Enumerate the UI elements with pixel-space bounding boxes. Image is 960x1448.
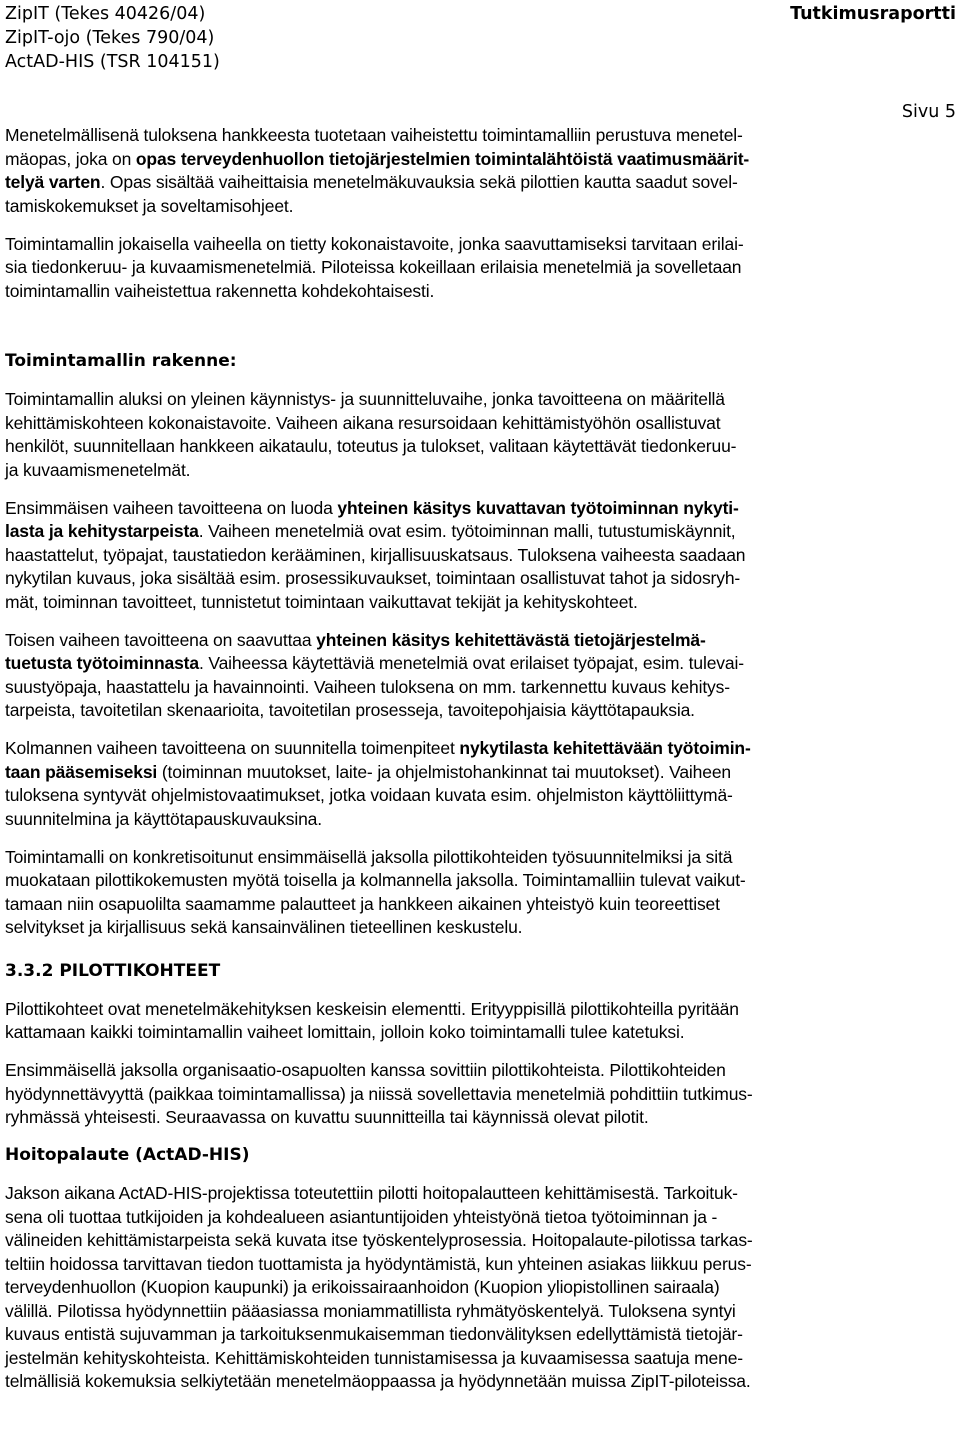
emphasis-phase-three: nykytilasta kehitettävään työtoimin- taan pääsemiseksi xyxy=(5,738,751,782)
paragraph-phase-two: Toisen vaiheen tavoitteena on saavuttaa yhteinen käsitys kehitettävästä tietojärjestelmä- tuetusta työtoiminnasta. Vaiheessa käytettäviä menetelmiä ovat erilaiset työpajat, esim. tulevai- suustyöpaja, haastattelu ja havainnointi. Vaiheen tuloksena on mm. tarkennettu kuvaus kehitys- tarpeista, tavoitetilan skenaarioita, tavoitetilan prosesseja, tavoitepohjaisia käyttötapauksia. xyxy=(5,629,744,720)
paragraph-hoitopalaute: Jakson aikana ActAD-HIS-projektissa toteutettiin pilotti hoitopalautteen kehittämisestä. Tarkoituk- sena oli tuottaa tutkijoiden ja kohdealueen asiantuntijoiden yhteistyönä tietoa työtoiminnan ja - välineiden kehittämistarpeista sekä kuvata itse työskentelyprosessia. Hoitopalaute-pilotissa tarkas- teltiin hoidossa tarvittavan tiedon tuottamista ja hyödyntämistä, kun yhteinen asiakas liikkuu perus- terveydenhuollon (Kuopion kaupunki) ja erikoissairaanhoidon (Kuopion yliopistollinen sairaala) välillä. Pilotissa hyödynnettiin pääasiassa moniammatillista ryhmätyöskentelyä. Tuloksena syntyi kuvaus entistä sujuvamman ja tarkoituksenmukaisemman tiedonvälityksen edellyttämistä tietojär- jestelmän kehityskohteista. Kehittämiskohteiden tunnistamisessa ja kuvaamisessa saatuja mene- telmällisiä kokemuksia selkiytetään menetelmäoppaassa ja hyödynnetään muissa ZipIT-piloteissa. xyxy=(5,1183,753,1391)
paragraph-phase-one: Ensimmäisen vaiheen tavoitteena on luoda yhteinen käsitys kuvattavan työtoiminnan nykyti- lasta ja kehitystarpeista. Vaiheen menetelmiä ovat esim. työtoiminnan malli, tutustumiskäynnit, haastattelut, työpajat, taustatiedon kerääminen, kirjallisuuskatsaus. Tuloksena vaiheesta saadaan nykytilan kuvaus, joka sisältää esim. prosessikuvaukset, toimintaan osallistuvat tahot ja sidosryh- mät, toiminnan tavoitteet, tunnistetut toimintaan vaikuttavat tekijät ja kehityskohteet. xyxy=(5,497,746,612)
emphasis-phase-two: yhteinen käsitys kehitettävästä tietojärjestelmä- tuetusta työtoiminnasta xyxy=(5,629,706,673)
paragraph-model-concretized: Toimintamalli on konkretisoitunut ensimmäisellä jaksolla pilottikohteiden työsuunnitelmiksi ja sitä muokataan pilottikokemusten myötä toisella ja kolmannella jaksolla. Toimintamalliin tulevat vaikut- tamaan niin osapuolilta saamamme palautteet ja hankkeen aikainen yhteistyö kuin teoreettiset selvitykset ja kirjallisuus sekä kansainvälinen tieteellinen keskustelu. xyxy=(5,846,746,937)
emphasis-guide: opas terveydenhuollon tietojärjestelmien toimintalähtöistä vaatimusmäärit- telyä varten xyxy=(5,148,750,192)
paragraph-start-phase: Toimintamallin aluksi on yleinen käynnistys- ja suunnitteluvaihe, jonka tavoitteena on määritellä kehittämiskohteen kokonaistavoite. Vaiheen aikana resursoidaan kehittämistyöhön osallistuvat henkilöt, suunnitellaan hankkeen aikataulu, toteutus ja tulokset, valitaan käytettävät tiedonkeruu- ja kuvaamismenetelmät. xyxy=(5,389,737,480)
project-line-zipit-ojo: ZipIT-ojo (Tekes 790/04) xyxy=(5,28,215,48)
subheading-hoitopalaute: Hoitopalaute (ActAD-HIS) xyxy=(5,1145,250,1165)
page-number: Sivu 5 xyxy=(901,102,956,122)
project-line-actad-his: ActAD-HIS (TSR 104151) xyxy=(5,52,220,72)
paragraph-pilots-agreed: Ensimmäisellä jaksolla organisaatio-osapuolten kanssa sovittiin pilottikohteista. Pilottikohteiden hyödynnettävyyttä (paikkaa toimintamallissa) ja niissä sovellettavia menetelmiä pohdittiin tutkimus- ryhmässä yhteisesti. Seuraavassa on kuvattu suunnitteilla tai käynnissä olevat pilotit. xyxy=(5,1060,753,1127)
section-heading-pilots: 3.3.2 PILOTTIKOHTEET xyxy=(5,960,221,981)
page-header xyxy=(5,2,960,74)
paragraph-phase-goals: Toimintamallin jokaisella vaiheella on tietty kokonaistavoite, jonka saavuttamiseksi tarvitaan erilai- sia tiedonkeruu- ja kuvaamismenetelmiä. Piloteissa kokeillaan erilaisia menetelmiä ja sovelletaan toimintamallin vaiheistettua rakennetta kohdekohtaisesti. xyxy=(5,233,744,301)
emphasis-phase-one: yhteinen käsitys kuvattavan työtoiminnan nykyti- lasta ja kehitystarpeista xyxy=(5,497,739,541)
paragraph-phase-three: Kolmannen vaiheen tavoitteena on suunnitella toimenpiteet nykytilasta kehitettävään työtoimin- taan pääsemiseksi (toiminnan muutokset, laite- ja ohjelmistohankinnat tai muutokset). Vaiheen tuloksena syntyvät ohjelmistovaatimukset, jotka voidaan kuvata esim. ohjelmiston käyttöliittymä- suunnitelmina ja käyttötapauskuvauksina. xyxy=(5,738,751,829)
report-type: Tutkimusraportti xyxy=(790,4,956,24)
project-line-zipit: ZipIT (Tekes 40426/04) xyxy=(5,4,206,24)
document-body xyxy=(5,124,955,1408)
paragraph-pilots-intro: Pilottikohteet ovat menetelmäkehityksen keskeisin elementti. Erityyppisillä pilottikohteilla pyritään kattamaan kaikki toimintamallin vaiheet lomittain, jolloin koko toimintamalli tulee katetuksi. xyxy=(5,998,739,1042)
paragraph-method-result: Menetelmällisenä tuloksena hankkeesta tuotetaan vaiheistettu toimintamalliin perustuva menetel- mäopas, joka on opas terveydenhuollon tietojärjestelmien toimintalähtöistä vaatimusmäärit- telyä varten. Opas sisältää vaiheittaisia menetelmäkuvauksia sekä pilottien kautta saadut sovel- tamiskokemukset ja soveltamisohjeet. xyxy=(5,125,750,216)
heading-model-structure: Toimintamallin rakenne: xyxy=(5,351,237,371)
